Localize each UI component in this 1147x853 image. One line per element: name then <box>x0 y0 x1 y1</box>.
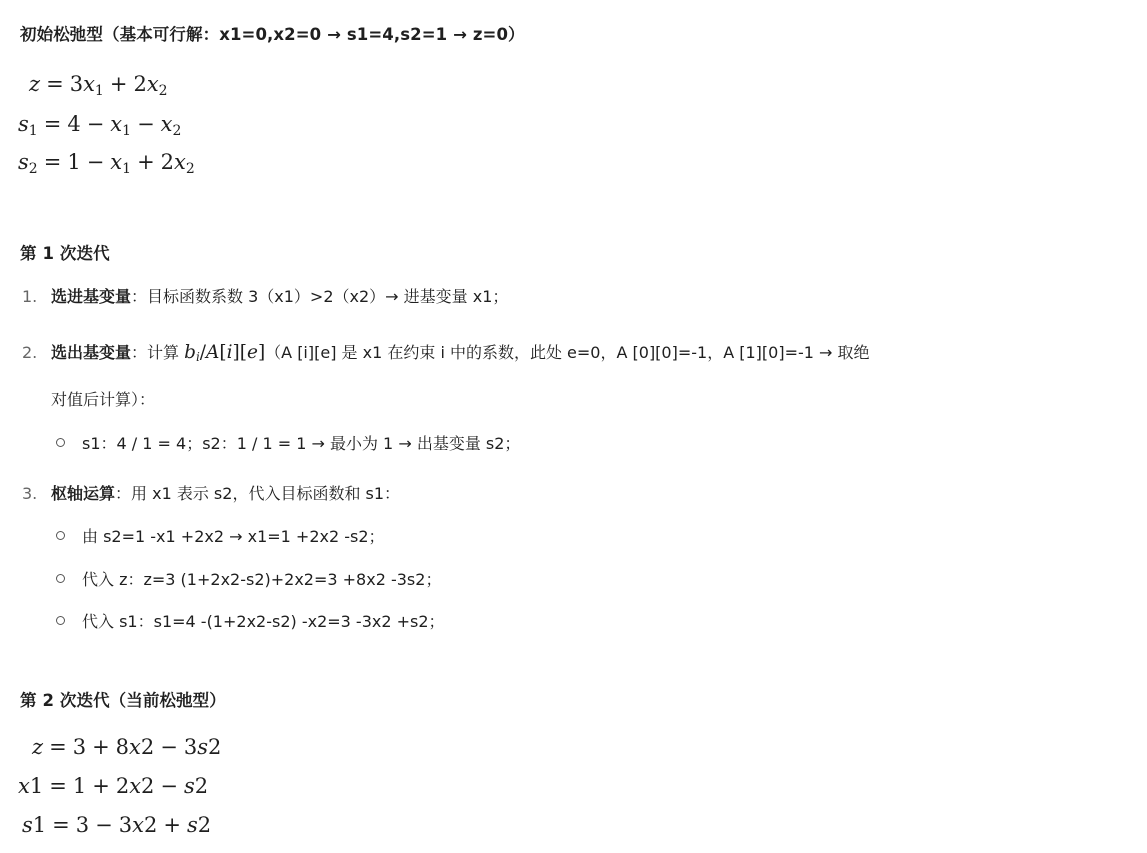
step-2-bullet <box>56 436 520 452</box>
equation-s2-initial: $s_2 = 1 - x_1 + 2x_2$ <box>18 150 195 177</box>
equation-x1-iteration2: x1 = 1 + 2x2 − s2 <box>18 774 209 798</box>
bullet-circle-icon <box>56 616 65 625</box>
bullet-circle-icon <box>56 531 65 540</box>
equation-z-iteration2: z = 3 + 8x2 − 3s2 <box>32 735 222 759</box>
step-3-bullet-3-text: 代入 s1：s1=4 -(1+2x2-s2) -x2=3 -3x2 +s2； <box>82 612 445 631</box>
equation-s1-iteration2: s1 = 3 − 3x2 + s2 <box>22 813 212 837</box>
iteration-2-heading: 第 2 次迭代（当前松弛型） <box>20 691 226 710</box>
step-3-number: 3. <box>22 484 38 503</box>
step-3-item <box>22 486 400 502</box>
step-3-bullet-1-text: 由 s2=1 -x1 +2x2 → x1=1 +2x2 -s2； <box>82 527 385 546</box>
ratio-formula: $b_i/A[i][e]$ <box>184 342 266 364</box>
step-2-text-before: ：计算 <box>131 343 185 362</box>
initial-slack-heading: 初始松弛型（基本可行解：x1=0,x2=0 → s1=4,s2=1 → z=0） <box>20 25 525 44</box>
step-3-label: 枢轴运算 <box>51 484 116 503</box>
step-3-bullet-3 <box>56 614 445 630</box>
step-3-bullet-2 <box>56 572 441 588</box>
step-3-bullet-1 <box>56 529 385 545</box>
step-2-text-after: （A [i][e] 是 x1 在约束 i 中的系数，此处 e=0，A [0][0]=-1，A [1][0]=-1 → 取绝 <box>265 343 870 362</box>
step-2-number: 2. <box>22 343 38 362</box>
iteration-1-heading: 第 1 次迭代 <box>20 244 110 263</box>
equation-s1-initial: $s_1 = 4 - x_1 - x_2$ <box>18 112 182 139</box>
bullet-circle-icon <box>56 574 65 583</box>
step-2-continuation: 对值后计算）： <box>51 390 156 409</box>
step-1-number: 1. <box>22 287 38 306</box>
equation-z-initial: $z = 3x_1 + 2x_2$ <box>29 72 168 99</box>
step-1-item <box>22 289 508 305</box>
step-2-label: 选出基变量 <box>51 343 132 362</box>
step-1-label: 选进基变量 <box>51 287 132 306</box>
step-2-bullet-text: s1：4 / 1 = 4；s2：1 / 1 = 1 → 最小为 1 → 出基变量 s2； <box>82 434 521 453</box>
bullet-circle-icon <box>56 438 65 447</box>
step-3-bullet-2-text: 代入 z：z=3 (1+2x2-s2)+2x2=3 +8x2 -3s2； <box>82 570 442 589</box>
step-2-item <box>22 344 870 363</box>
step-1-text: ：目标函数系数 3（x1）>2（x2）→ 进基变量 x1； <box>131 287 509 306</box>
step-3-text: ：用 x1 表示 s2，代入目标函数和 s1： <box>115 484 401 503</box>
